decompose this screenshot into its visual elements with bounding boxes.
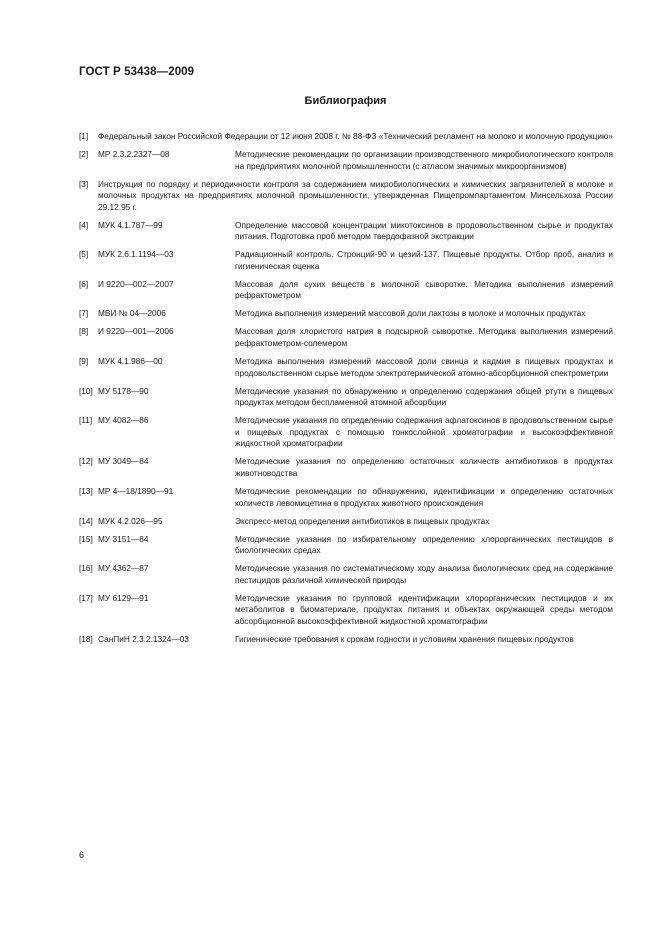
- reference-text: Методические указания по определению остаточных количеств антибиотиков в продуктах животноводства: [235, 456, 613, 478]
- reference-item: [79, 326, 613, 349]
- reference-text: Методические указания по групповой идентификации хлорорганических пестицидов и их метаболитов в биоматериале, продуктах питания и объектах окружающей среды методом абсорбционной высокоэффективной жидкостной хроматографии: [235, 592, 613, 626]
- reference-number: [13]: [79, 485, 93, 496]
- reference-item: [79, 516, 613, 528]
- reference-text: Определение массовой концентрации микотоксинов в продовольственном сырье и продуктах питания. Подготовка проб методом твердофазной экстракции: [235, 219, 613, 242]
- reference-code: И 9220—002—2007: [98, 278, 174, 289]
- reference-number: [15]: [79, 533, 93, 544]
- reference-number: [2]: [79, 148, 89, 159]
- reference-item: [79, 486, 613, 509]
- standard-designation: ГОСТ Р 53438—2009: [79, 66, 195, 78]
- reference-text: Методические указания по избирательному определению хлорорганических пестицидов в биологических средах: [235, 533, 613, 556]
- reference-number: [14]: [79, 515, 93, 526]
- reference-text: Инструкция по порядку и периодичности контроля за содержанием микробиологических и химических загрязнителей в молоке и молочных продуктах на предприятиях молочной промышленности, утвержденная Пищепромпартаментом Минсельхоза России 29.12.95 г.: [98, 178, 613, 212]
- reference-text: Методические указания по определению содержания афлатоксинов в продовольственном сырье и пищевых продуктах с помощью тонкослойной хроматографии и высокоэффективной жидкостной хроматографии: [235, 415, 613, 449]
- reference-text: Методические рекомендации по обнаружению, идентификации и определению остаточных количеств левомицетина в продуктах животного происхождения: [235, 485, 613, 508]
- reference-text: Методические указания по обнаружению и определению содержания общей ртути в пищевых продуктах методом беспламенной атомной абсорбции: [235, 385, 613, 408]
- reference-number: [7]: [79, 308, 89, 319]
- reference-code: МУК 4.1.787—99: [98, 219, 163, 230]
- reference-number: [8]: [79, 326, 89, 337]
- reference-number: [16]: [79, 563, 93, 574]
- reference-number: [18]: [79, 633, 93, 644]
- reference-number: [6]: [79, 278, 89, 289]
- reference-text: Методика выполнения измерений массовой доли лактозы в молоке и молочных продуктах: [235, 308, 586, 319]
- reference-text: Радиационный контроль. Стронций-90 и цезий-137. Пищевые продукты. Отбор проб, анализ и гигиеническая оценка: [235, 249, 613, 271]
- reference-item: [79, 563, 613, 586]
- reference-item: [79, 131, 613, 143]
- reference-item: [79, 279, 613, 302]
- reference-item: [79, 308, 613, 320]
- reference-text: Массовая доля хлористого натрия в подсырной сыворотке. Методика выполнения измерений рефрактометром-солемером: [235, 326, 613, 349]
- reference-item: [79, 593, 613, 628]
- reference-item: [79, 356, 613, 379]
- reference-list: [79, 131, 613, 652]
- reference-text: Экспресс-метод определения антибиотиков в пищевых продуктах: [235, 515, 490, 526]
- reference-number: [3]: [79, 178, 89, 189]
- reference-number: [9]: [79, 356, 89, 367]
- reference-code: МР 4—18/1890—91: [98, 485, 174, 496]
- page-number: 6: [79, 850, 85, 860]
- reference-number: [5]: [79, 249, 89, 260]
- reference-item: [79, 386, 613, 409]
- reference-code: И 9220—001—2006: [98, 326, 174, 337]
- reference-code: МУК 4.2.026—95: [98, 515, 163, 526]
- reference-item: [79, 179, 613, 214]
- reference-code: СанПиН 2.3.2.1324—03: [98, 633, 189, 644]
- bibliography-title: Библиография: [304, 95, 387, 107]
- reference-number: [4]: [79, 219, 89, 230]
- reference-number: [11]: [79, 415, 93, 426]
- reference-item: [79, 634, 613, 646]
- reference-text: Методика выполнения измерений массовой доли свинца и кадмия в пищевых продуктах и продовольственном сырье методом электротермической атомно-абсорбционной спектрометрии: [235, 356, 613, 378]
- reference-item: [79, 415, 613, 450]
- reference-number: [17]: [79, 592, 93, 603]
- reference-number: [10]: [79, 385, 93, 396]
- reference-text: Методические рекомендации по организации производственного микробиологического контроля на предприятиях молочной промышленности (с атласом значимых микроорганизмов): [235, 148, 613, 171]
- reference-item: [79, 149, 613, 172]
- reference-item: [79, 220, 613, 243]
- reference-item: [79, 456, 613, 479]
- reference-item: [79, 249, 613, 272]
- reference-code: МУ 5178—90: [98, 385, 149, 396]
- reference-text: Гигиенические требования к срокам годности и условиям хранения пищевых продуктов: [235, 633, 574, 644]
- reference-text: Методические указания по систематическому ходу анализа биологических сред на содержание пестицидов различной химической природы: [235, 563, 613, 585]
- reference-code: МУ 4082—86: [98, 415, 149, 426]
- reference-code: МУ 3049—84: [98, 456, 149, 467]
- reference-code: МР 2.3.2.2327—08: [98, 148, 170, 159]
- reference-number: [12]: [79, 456, 93, 467]
- reference-code: МУ 6129—91: [98, 592, 149, 603]
- reference-code: МУК 2.6.1.1194—03: [98, 249, 174, 260]
- reference-text: Массовая доля сухих веществ в молочной сыворотке. Методика выполнения измерений рефрактометром: [235, 278, 613, 301]
- reference-code: МУ 4362—87: [98, 563, 149, 574]
- reference-item: [79, 534, 613, 557]
- reference-code: МВИ № 04—2006: [98, 308, 166, 319]
- reference-code: МУК 4.1.986—00: [98, 356, 163, 367]
- reference-code: МУ 3151—84: [98, 533, 149, 544]
- reference-number: [1]: [79, 131, 89, 141]
- reference-text: Федеральный закон Российской Федерации от 12 июня 2008 г. № 88-ФЗ «Технический регламент на молоко и молочную продукцию»: [98, 131, 613, 141]
